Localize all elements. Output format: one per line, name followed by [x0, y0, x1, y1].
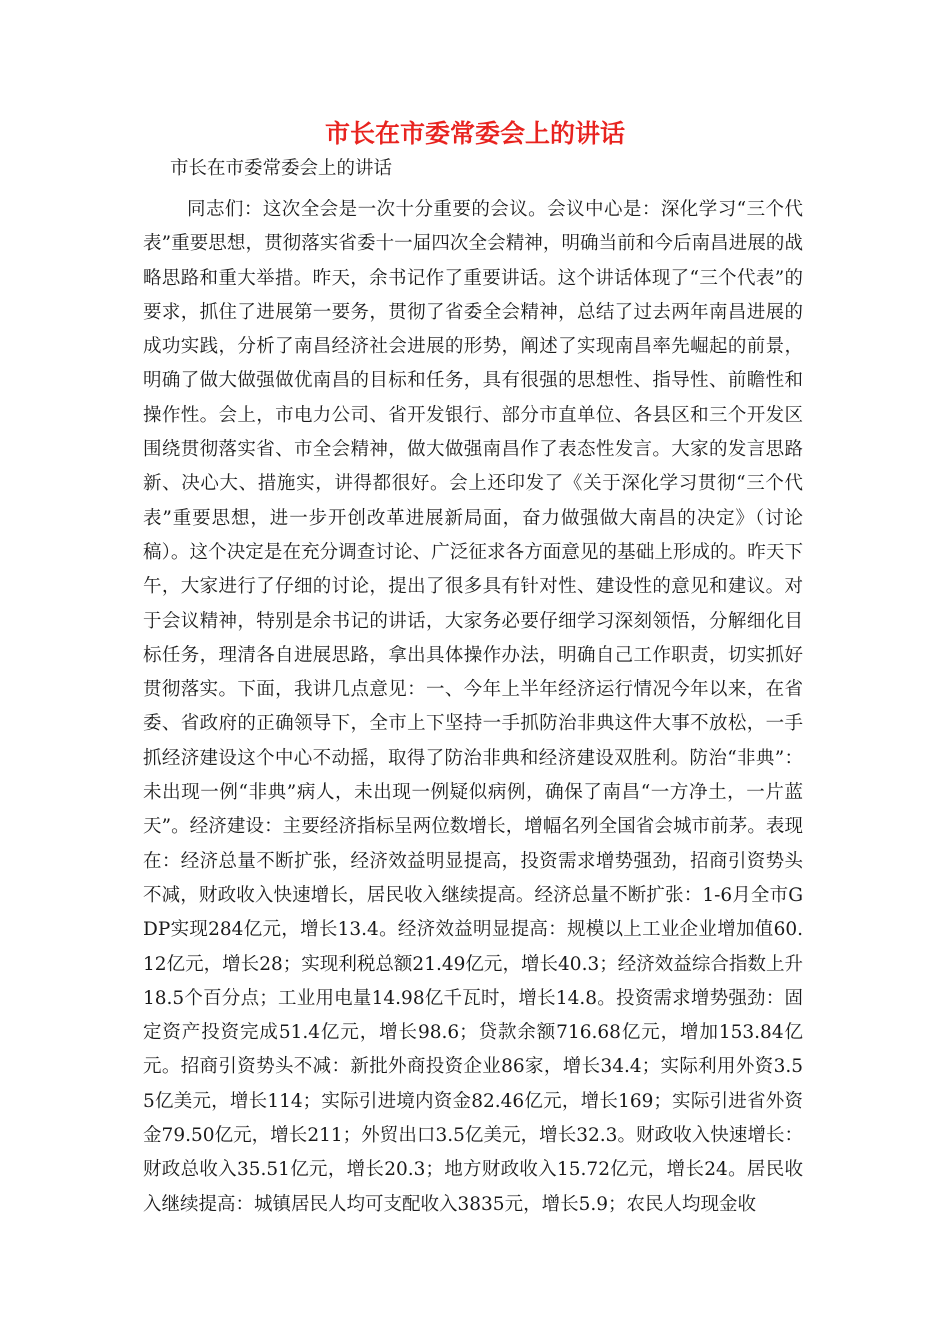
document-body: 同志们：这次全会是一次十分重要的会议。会议中心是：深化学习“三个代表”重要思想，贯彻落实省委十一届四次全会精神，明确当前和今后南昌进展的战略思路和重大举措。昨天，余书记作了重要讲话。这个讲话体现了“三个代表”的要求，抓住了进展第一要务，贯彻了省委全会精神，总结了过去两年南昌进展的成功实践，分析了南昌经济社会进展的形势，阐述了实现南昌率先崛起的前景，明确了做大做强做优南昌的目标和任务，具有很强的思想性、指导性、前瞻性和操作性。会上，市电力公司、省开发银行、部分市直单位、各县区和三个开发区围绕贯彻落实省、市全会精神，做大做强南昌作了表态性发言。大家的发言思路新、决心大、措施实，讲得都很好。会上还印发了《关于深化学习贯彻“三个代表”重要思想，进一步开创改革进展新局面，奋力做强做大南昌的决定》（讨论稿）。这个决定是在充分调查讨论、广泛征求各方面意见的基础上形成的。昨天下午，大家进行了仔细的讨论，提出了很多具有针对性、建设性的意见和建议。对于会议精神，特别是余书记的讲话，大家务必要仔细学习深刻领悟，分解细化目标任务，理清各自进展思路，拿出具体操作办法，明确自己工作职责，切实抓好贯彻落实。下面，我讲几点意见：一、今年上半年经济运行情况今年以来，在省委、省政府的正确领导下，全市上下坚持一手抓防治非典这件大事不放松，一手抓经济建设这个中心不动摇，取得了防治非典和经济建设双胜利。防治“非典”：未出现一例“非典”病人，未出现一例疑似病例，确保了南昌“一方净土，一片蓝天”。经济建设：主要经济指标呈两位数增长，增幅名列全国省会城市前茅。表现在：经济总量不断扩张，经济效益明显提高，投资需求增势强劲，招商引资势头不减，财政收入快速增长，居民收入继续提高。经济总量不断扩张：1-6月全市GDP实现284亿元，增长13.4。经济效益明显提高：规模以上工业企业增加值60.12亿元，增长28；实现利税总额21.49亿元，增长40.3；经济效益综合指数上升18.5个百分点；工业用电量14.98亿千瓦时，增长14.8。投资需求增势强劲：固定资产投资完成51.4亿元，增长98.6；贷款余额716.68亿元，增加153.84亿元。招商引资势头不减：新批外商投资企业86家，增长34.4；实际利用外资3.55亿美元，增长114；实际引进境内资金82.46亿元，增长169；实际引进省外资金79.50亿元，增长211；外贸出口3.5亿美元，增长32.3。财政收入快速增长：财政总收入35.51亿元，增长20.3；地方财政收入15.72亿元，增长24。居民收入继续提高：城镇居民人均可支配收入3835元，增长5.9；农民人均现金收 [143, 199, 803, 1215]
document-subtitle: 市长在市委常委会上的讲话 [170, 158, 393, 179]
document-title: 市长在市委常委会上的讲话 [324, 119, 625, 148]
